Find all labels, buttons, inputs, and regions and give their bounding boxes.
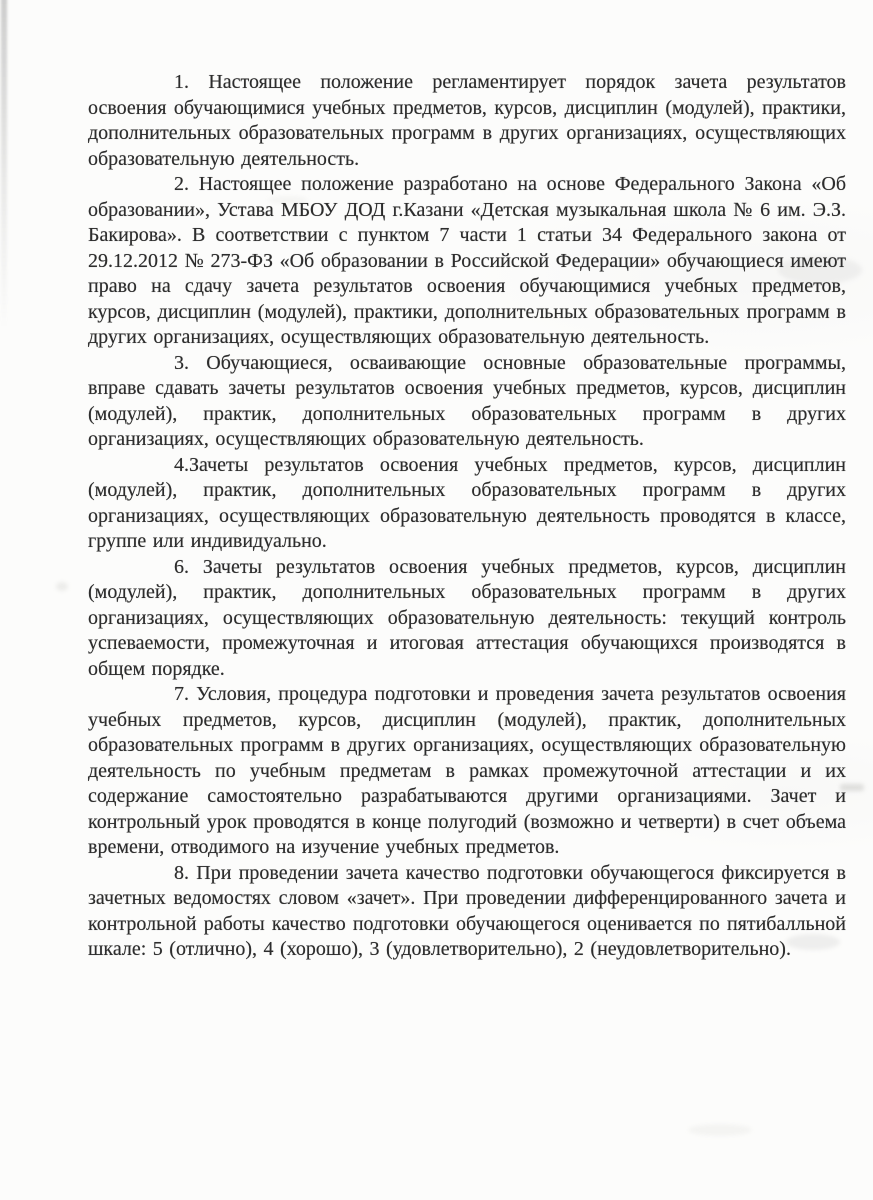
paragraph-4: 4.Зачеты результатов освоения учебных предметов, курсов, дисциплин (модулей), практик, дополнительных образовательных программ в других организациях, осуществляющих образовательную деятельность проводятся в классе, группе или индивидуально. [88,453,846,552]
paragraph-3: 3. Обучающиеся, осваивающие основные образовательные программы, вправе сдавать зачеты результатов освоения учебных предметов, курсов, дисциплин (модулей), практик, дополнительных образовательных программ в других организациях, осуществляющих образовательную деятельность. [88,351,846,450]
scan-left-edge-shadow [1,0,7,328]
paragraph-2: 2. Настоящее положение разработано на основе Федерального Закона «Об образовании», Устава МБОУ ДОД г.Казани «Детская музыкальная школа № 6 им. Э.З. Бакирова». В соответствии с пунктом 7 части 1 статьи 34 Федерального закона от 29.12.2012 № 273-ФЗ «Об образовании в Российской Федерации» обучающиеся имеют право на сдачу зачета результатов освоения обучающимися учебных предметов, курсов, дисциплин (модулей), практики, дополнительных образовательных программ в других организациях, осуществляющих образовательную деятельность. [88,173,846,348]
paragraph-6: 6. Зачеты результатов освоения учебных предметов, курсов, дисциплин (модулей), практик, дополнительных образовательных программ в других организациях, осуществляющих образовательную деятельность: текущий контроль успеваемости, промежуточная и итоговая аттестация обучающихся производятся в общем порядке. [88,555,846,680]
paragraph-8: 8. При проведении зачета качество подготовки обучающегося фиксируется в зачетных ведомостях словом «зачет». При проведении дифференцированного зачета и контрольной работы качество подготовки обучающегося оценивается по пятибалльной шкале: 5 (отлично), 4 (хорошо), 3 (удовлетворительно), 2 (неудовлетворительно). [88,861,846,960]
document-body [88,70,846,963]
scan-smudge [688,1124,752,1136]
paragraph-1: 1. Настоящее положение регламентирует порядок зачета результатов освоения обучающимися учебных предметов, курсов, дисциплин (модулей), практики, дополнительных образовательных программ в других организациях, осуществляющих образовательную деятельность. [88,71,846,170]
paragraph-7: 7. Условия, процедура подготовки и проведения зачета результатов освоения учебных предметов, курсов, дисциплин (модулей), практик, дополнительных образовательных программ в других организациях, осуществляющих образовательную деятельность по учебным предметам в рамках промежуточной аттестации и их содержание самостоятельно разрабатываются другими организациями. Зачет и контрольный урок проводятся в конце полугодий (возможно и четверти) в счет объема времени, отводимого на изучение учебных предметов. [88,683,846,858]
scan-smudge [56,582,68,591]
